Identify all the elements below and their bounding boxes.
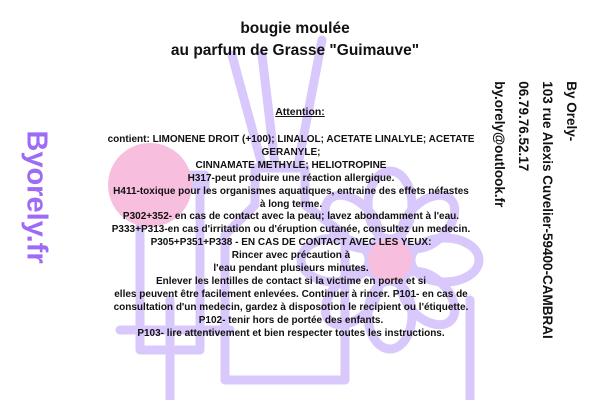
hazard-h411-cont: à long terme.: [259, 198, 323, 210]
title-line-1: bougie moulée: [240, 20, 350, 37]
hazard-h317: H317-peut produire une réaction allergique.: [187, 172, 395, 184]
brand-website: Byorely.fr: [20, 130, 53, 264]
precaution-p305: P305+P351+P338 - EN CAS DE CONTACT AVEC LES YEUX:: [150, 237, 432, 249]
title-line-2: au parfum de Grasse "Guimauve": [170, 42, 420, 59]
precaution-p102: P102- tenir hors de portée des enfants.: [198, 314, 384, 326]
contact-phone: 06.79.76.52.17: [516, 81, 531, 172]
contact-address: 103 rue Alexis Cuvelier-59400-CAMBRAI: [540, 81, 555, 339]
precaution-lenses: Enlever les lentilles de contact si la victime en porte et si: [155, 275, 427, 287]
precaution-p103: P103- lire attentivement et bien respecter toutes les instructions.: [137, 327, 445, 339]
ingredients-line-2: CINNAMATE METHYLE; HELIOTROPINE: [195, 159, 387, 171]
attention-heading: Attention:: [275, 106, 325, 118]
contact-name: By Orely-: [564, 81, 579, 142]
precaution-rinse: Rincer avec précaution à: [231, 250, 351, 262]
contact-email: by.orely@outlook.fr: [492, 81, 507, 208]
precaution-p101: consultation d'un medecin, gardez à disposotion le recipient ou l'étiquette.: [113, 301, 469, 313]
precaution-p302: P302+352- en cas de contact avec la peau; lavez abondamment à l'eau.: [122, 211, 460, 223]
precaution-rinse-cont: l'eau pendant plusieurs minutes.: [213, 263, 369, 275]
precaution-lenses-cont: elles peuvent être facilement enlevées. Continuer à rincer. P101- en cas de: [114, 288, 468, 300]
product-title: [140, 18, 450, 62]
contact-block: [487, 81, 583, 339]
safety-text: [78, 134, 504, 341]
hazard-h411: H411-toxique pour les organismes aquatiques, entraine des effets néfastes: [113, 185, 469, 197]
ingredients-line: contient: LIMONENE DROIT (+100); LINALOL; ACETATE LINALYLE; ACETATE GERANYLE;: [107, 134, 475, 158]
precaution-p333: P333+P313-en cas d'irritation ou d'éruption cutanée, consultez un medecin.: [111, 224, 471, 236]
